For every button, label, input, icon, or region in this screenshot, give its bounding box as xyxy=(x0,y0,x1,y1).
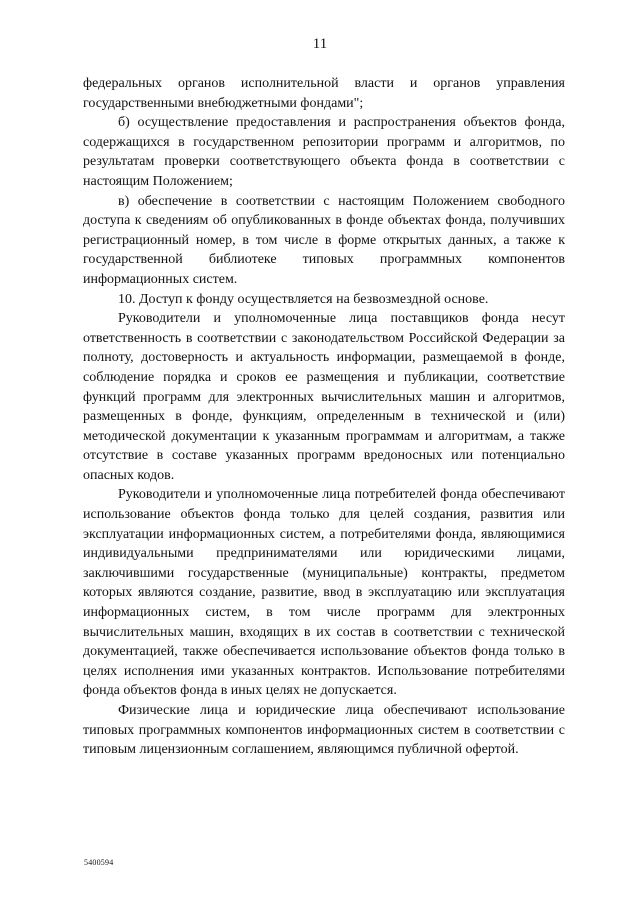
document-body xyxy=(83,74,565,760)
paragraph-item-v: в) обеспечение в соответствии с настоящим Положением свободного доступа к сведениям об опубликованных в фонде объектах фонда, получивших регистрационный номер, в том числе в форме открытых данных, а также к государственной библиотеке типовых программных компонентов информационных систем. xyxy=(83,193,565,287)
paragraph-item-b: б) осуществление предоставления и распространения объектов фонда, содержащихся в государственном репозитории программ и алгоритмов, по результатам проверки соответствующего объекта фонда в соответствии с настоящим Положением; xyxy=(83,115,565,189)
paragraph-clause-10: 10. Доступ к фонду осуществляется на безвозмездной основе. xyxy=(118,291,489,307)
paragraph-public-offer: Физические лица и юридические лица обеспечивают использование типовых программных компонентов информационных систем в соответствии с типовым лицензионным соглашением, являющимся публичной офертой. xyxy=(83,703,565,758)
document-code: 5400594 xyxy=(84,858,114,867)
paragraph-supplier-responsibility: Руководители и уполномоченные лица поставщиков фонда несут ответственность в соответствии с законодательством Российской Федерации за полноту, достоверность и актуальность информации, размещаемой в фонде, соблюдение порядка и сроков ее размещения и публикации, соответствие функций программ для электронных вычислительных машин и алгоритмов, размещенных в фонде, функциям, определенным в технической и (или) методической документации к указанным программам и алгоритмам, а также отсутствие в составе указанных программ вредоносных или потенциально опасных кодов. xyxy=(83,311,565,483)
paragraph-consumer-obligations: Руководители и уполномоченные лица потребителей фонда обеспечивают использование объектов фонда только для целей создания, развития или эксплуатации информационных систем, а потребителями фонда, являющимися индивидуальными предпринимателями или юридическими лицами, заключившими государственные (муниципальные) контракты, предметом которых являются создание, развитие, ввод в эксплуатацию или эксплуатация информационных систем, в том числе программ для электронных вычислительных машин, входящих в их состав в соответствии с технической документацией, также обеспечивается использование объектов фонда только в целях исполнения ими указанных контрактов. Использование потребителями фонда объектов фонда в иных целях не допускается. xyxy=(83,487,565,699)
paragraph-continuation: федеральных органов исполнительной власти и органов управления государственными внебюджетными фондами"; xyxy=(83,76,565,111)
page-number: 11 xyxy=(312,36,328,52)
